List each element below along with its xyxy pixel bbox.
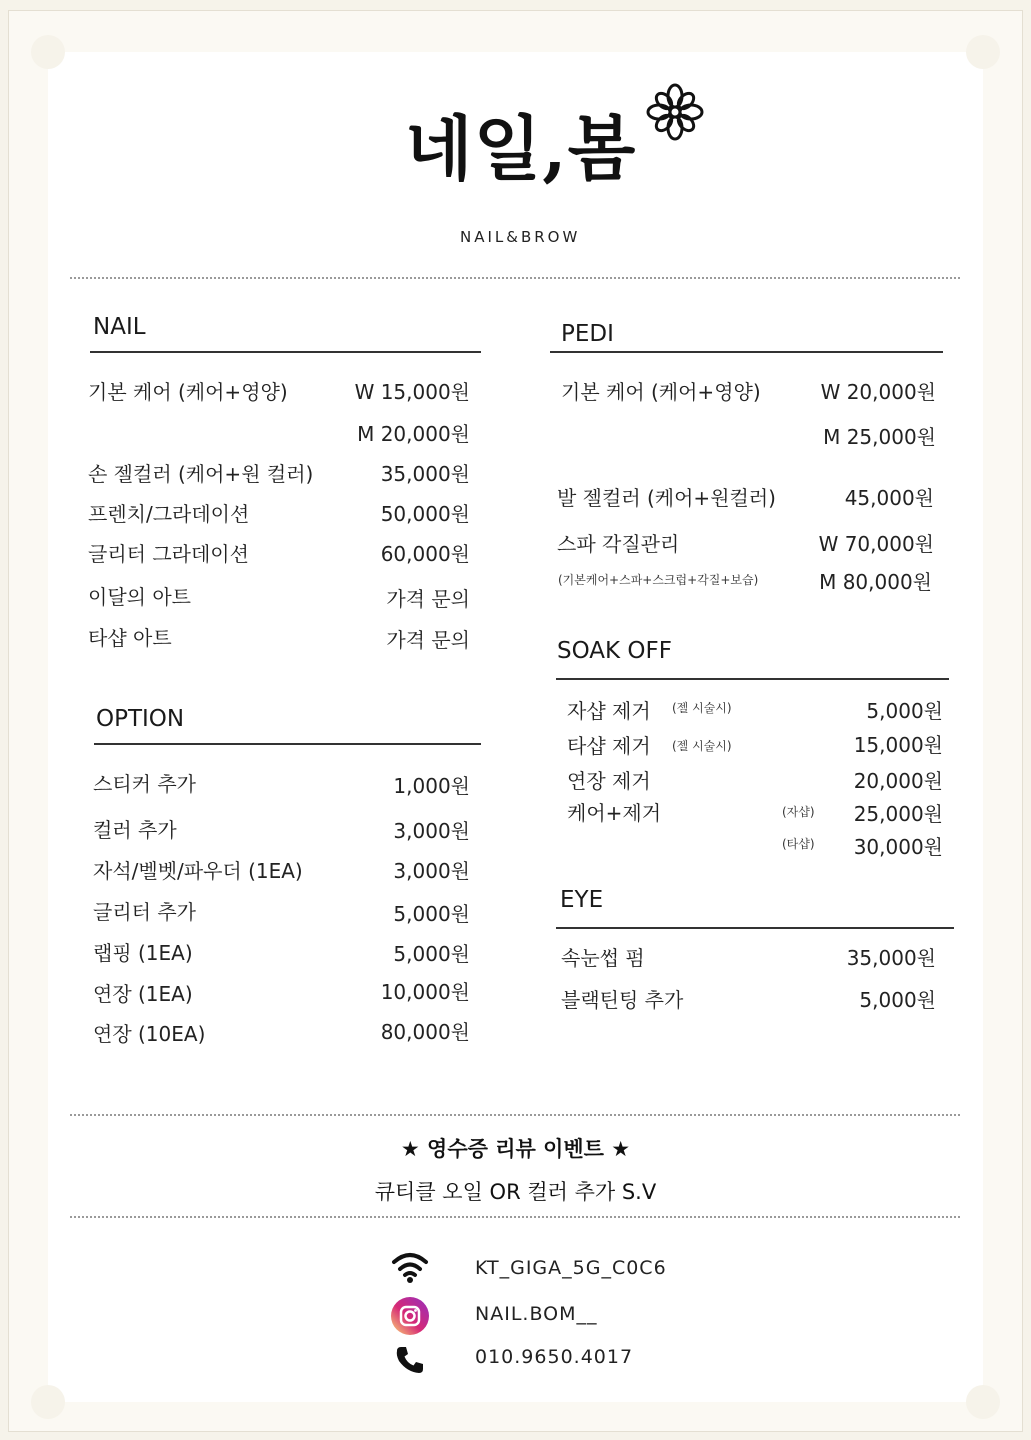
pedi-item-price: W 70,000원 <box>818 532 934 556</box>
option-item-label: 연장 (10EA) <box>93 1022 206 1046</box>
wifi-icon <box>390 1250 430 1284</box>
eye-item-label: 블랙틴팅 추가 <box>561 988 684 1012</box>
event-detail: 큐티클 오일 OR 컬러 추가 S.V <box>374 1180 657 1204</box>
pedi-item-price: M 80,000원 <box>819 570 932 594</box>
option-item-label: 랩핑 (1EA) <box>93 941 193 965</box>
eye-item-price: 5,000원 <box>859 988 936 1012</box>
soakoff-item-label: 연장 제거 <box>567 769 651 793</box>
soakoff-item-note: (타샵) <box>782 837 815 851</box>
section-title-pedi: PEDI <box>561 321 614 347</box>
option-item-price: 5,000원 <box>393 902 470 926</box>
pedi-item-label: 발 젤컬러 (케어+원컬러) <box>557 486 776 510</box>
soakoff-item-label: 타샵 제거 <box>567 734 651 758</box>
nail-item-price: 35,000원 <box>380 462 470 486</box>
wifi-name: KT_GIGA_5G_C0C6 <box>475 1257 667 1279</box>
nail-item-label: 프렌치/그라데이션 <box>88 502 250 526</box>
soakoff-item-note: (자샵) <box>782 805 815 819</box>
soakoff-item-price: 5,000원 <box>866 699 943 723</box>
soakoff-item-note: (젤 시술시) <box>672 739 732 753</box>
option-item-price: 1,000원 <box>393 774 470 798</box>
option-item-price: 3,000원 <box>393 819 470 843</box>
corner-notch <box>966 35 1000 69</box>
nail-item-label: 글리터 그라데이션 <box>88 542 249 566</box>
soakoff-item-label: 자샵 제거 <box>567 699 651 723</box>
corner-notch <box>966 1385 1000 1419</box>
option-item-price: 3,000원 <box>393 859 470 883</box>
soakoff-item-price: 15,000원 <box>853 733 943 757</box>
nail-item-price: M 20,000원 <box>357 422 470 446</box>
pedi-item-price: M 25,000원 <box>823 425 936 449</box>
soakoff-item-price: 20,000원 <box>853 769 943 793</box>
section-title-option: OPTION <box>96 706 185 732</box>
divider <box>70 1216 960 1218</box>
option-item-label: 스티커 추가 <box>93 772 196 796</box>
section-rule <box>94 743 481 745</box>
section-rule <box>90 351 481 353</box>
soakoff-item-price: 30,000원 <box>853 835 943 859</box>
nail-item-price: 60,000원 <box>380 542 470 566</box>
nail-item-label: 이달의 아트 <box>88 585 191 609</box>
option-item-price: 5,000원 <box>393 942 470 966</box>
pedi-item-price: 45,000원 <box>844 486 934 510</box>
flower-icon <box>645 82 705 142</box>
soakoff-item-label: 케어+제거 <box>567 801 662 825</box>
brand-name: 네일,봄 <box>405 107 637 190</box>
instagram-handle[interactable]: NAIL.BOM__ <box>475 1303 598 1325</box>
phone-icon <box>394 1344 426 1376</box>
nail-item-price: 가격 문의 <box>386 587 470 611</box>
nail-item-price: W 15,000원 <box>354 380 470 404</box>
pedi-item-price: W 20,000원 <box>820 380 936 404</box>
option-item-price: 80,000원 <box>380 1020 470 1044</box>
option-item-label: 글리터 추가 <box>93 900 196 924</box>
eye-item-label: 속눈썹 펌 <box>561 946 645 970</box>
section-rule <box>556 678 949 680</box>
pedi-item-label: 스파 각질관리 <box>557 532 680 556</box>
option-item-label: 자석/벨벳/파우더 (1EA) <box>93 859 303 883</box>
corner-notch <box>31 1385 65 1419</box>
brand-logo <box>405 88 715 218</box>
pedi-item-note: (기본케어+스파+스크럽+각질+보습) <box>558 573 759 587</box>
nail-item-price: 50,000원 <box>380 502 470 526</box>
event-title: ★ 영수증 리뷰 이벤트 ★ <box>400 1137 631 1161</box>
option-item-label: 컬러 추가 <box>93 818 177 842</box>
nail-item-price: 가격 문의 <box>386 628 470 652</box>
section-rule <box>556 927 954 929</box>
instagram-icon[interactable] <box>390 1296 430 1336</box>
soakoff-item-price: 25,000원 <box>853 802 943 826</box>
option-item-label: 연장 (1EA) <box>93 982 193 1006</box>
nail-item-label: 손 젤컬러 (케어+원 컬러) <box>88 462 314 486</box>
section-rule <box>550 351 943 353</box>
nail-item-label: 기본 케어 (케어+영양) <box>88 380 288 404</box>
section-title-eye: EYE <box>560 887 604 913</box>
option-item-price: 10,000원 <box>380 980 470 1004</box>
brand-subtitle: NAIL&BROW <box>460 228 581 246</box>
eye-item-price: 35,000원 <box>846 946 936 970</box>
section-title-nail: NAIL <box>93 314 146 340</box>
nail-item-label: 타샵 아트 <box>88 626 172 650</box>
phone-number[interactable]: 010.9650.4017 <box>475 1346 634 1368</box>
corner-notch <box>31 35 65 69</box>
soakoff-item-note: (젤 시술시) <box>672 701 732 715</box>
pedi-item-label: 기본 케어 (케어+영양) <box>561 380 761 404</box>
section-title-soak-off: SOAK OFF <box>557 638 672 664</box>
divider <box>70 277 960 279</box>
divider <box>70 1114 960 1116</box>
